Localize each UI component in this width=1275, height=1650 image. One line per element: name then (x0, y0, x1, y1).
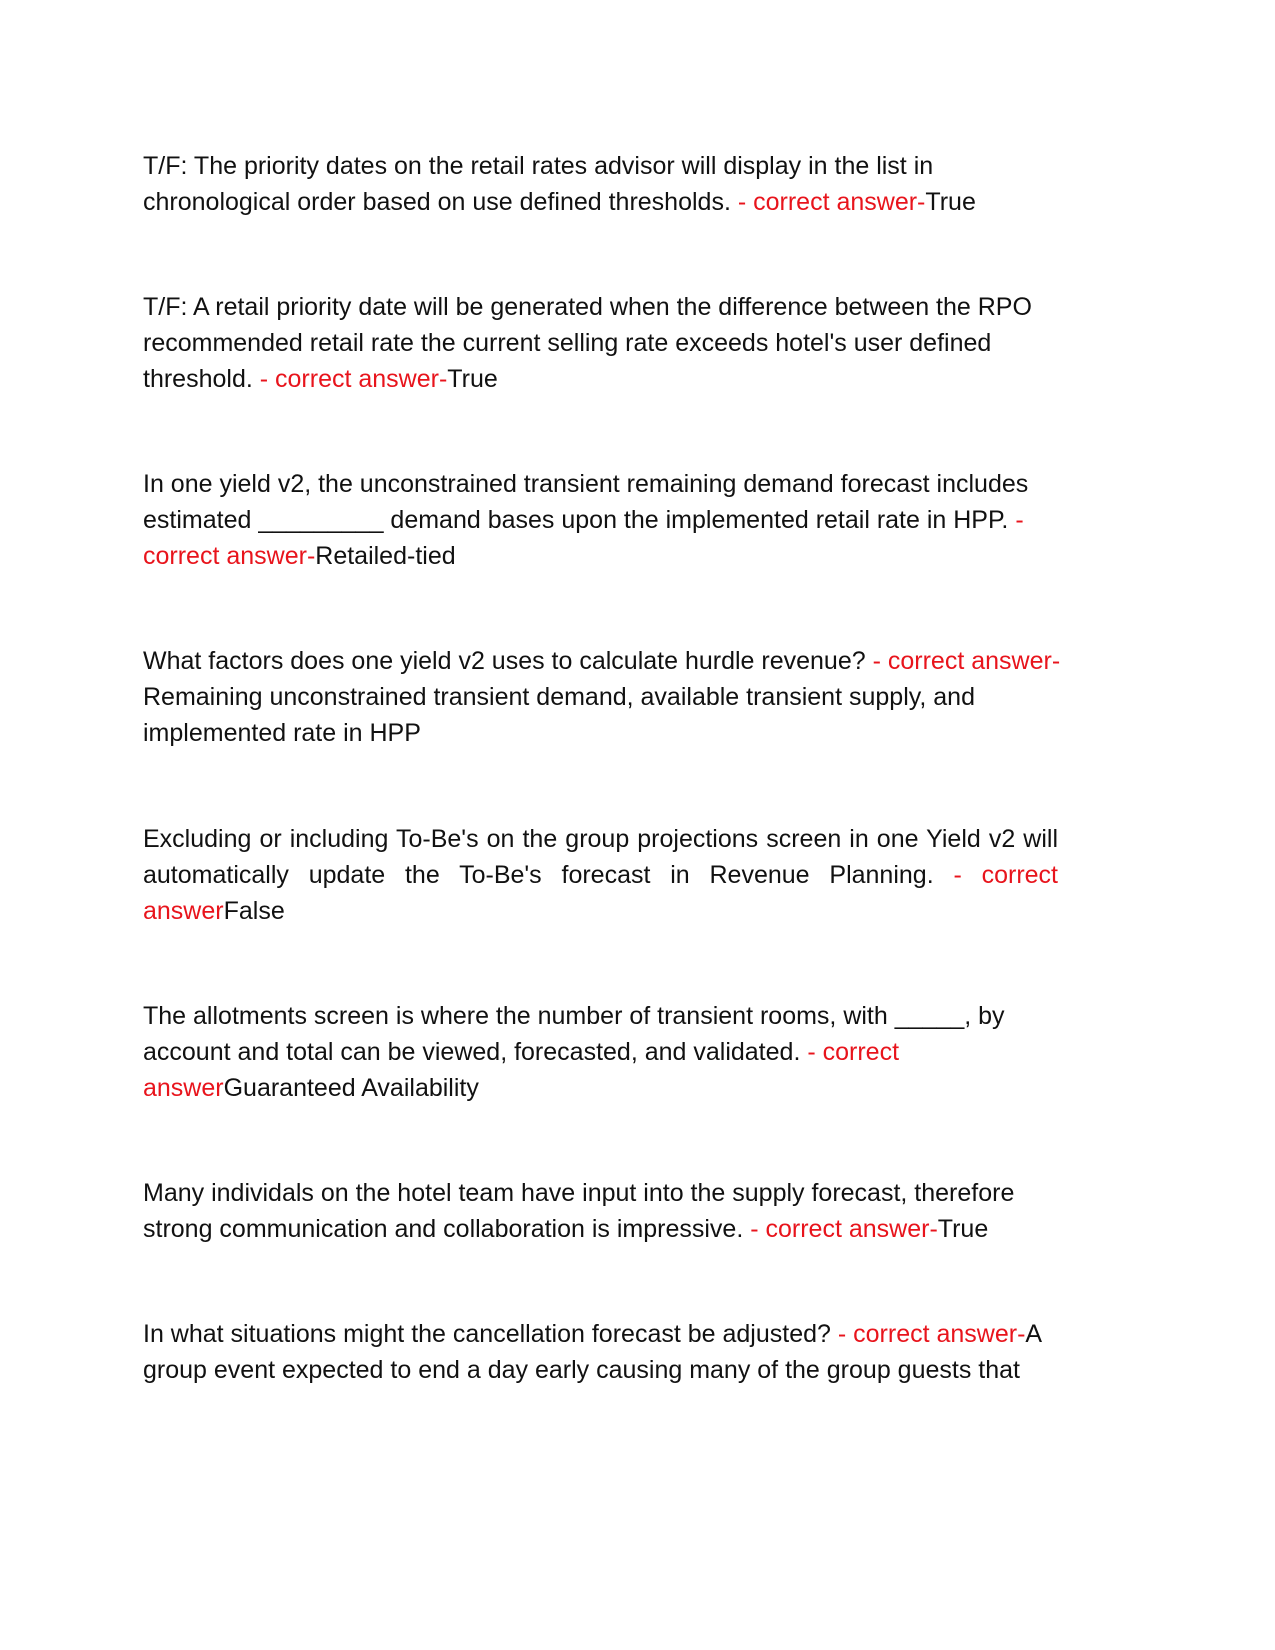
qa-item (143, 1175, 1063, 1247)
question-text: Excluding or including To-Be's on the group projections screen in one Yield v2 will automatically update the To-Be's forecast in Revenue Planning. (143, 825, 1058, 889)
correct-answer-marker: - correct answer- (830, 1320, 1026, 1348)
correct-answer-marker: - correct answer- (252, 365, 448, 393)
answer-text: Remaining unconstrained transient demand, available transient supply, and implemented rate in HPP (143, 683, 975, 747)
qa-item (143, 998, 1063, 1106)
qa-item (143, 289, 1063, 397)
answer-text: True (937, 1215, 989, 1243)
answer-text: True (925, 188, 976, 216)
qa-item (143, 1316, 1063, 1388)
correct-answer-marker: - correct answer (143, 1038, 900, 1102)
answer-text: False (223, 897, 285, 925)
qa-item (143, 148, 1063, 220)
question-text: Many individals on the hotel team have input into the supply forecast, therefore strong communication and collaboration is impressive. (143, 1179, 1015, 1243)
answer-text: Retailed-tied (315, 542, 456, 570)
question-text: The allotments screen is where the number of transient rooms, with _____, by account and total can be viewed, forecasted, and validated. (143, 1002, 1005, 1066)
answer-text: Guaranteed Availability (223, 1074, 479, 1102)
answer-text: True (447, 365, 498, 393)
question-text: T/F: The priority dates on the retail rates advisor will display in the list in chronological order based on use defined thresholds. (143, 152, 934, 216)
question-text: What factors does one yield v2 uses to calculate hurdle revenue? (143, 647, 866, 675)
qa-item (143, 643, 1063, 751)
question-text: T/F: A retail priority date will be generated when the difference between the RPO recommended retail rate the current selling rate exceeds hotel's user defined threshold. (143, 293, 1032, 393)
correct-answer-marker: - correct answer- (865, 647, 1061, 675)
correct-answer-marker: - correct answer (143, 861, 1058, 925)
question-text: In one yield v2, the unconstrained transient remaining demand forecast includes estimated _________ demand bases upon the implemented retail rate in HPP. (143, 470, 1029, 534)
question-text: In what situations might the cancellation forecast be adjusted? (143, 1320, 831, 1348)
correct-answer-marker: - correct answer- (743, 1215, 938, 1243)
qa-item (143, 821, 1058, 929)
qa-item (143, 466, 1063, 574)
correct-answer-marker: - correct answer- (143, 506, 1024, 570)
correct-answer-marker: - correct answer- (730, 188, 926, 216)
answer-text: A group event expected to end a day early causing many of the group guests that (143, 1320, 1041, 1384)
